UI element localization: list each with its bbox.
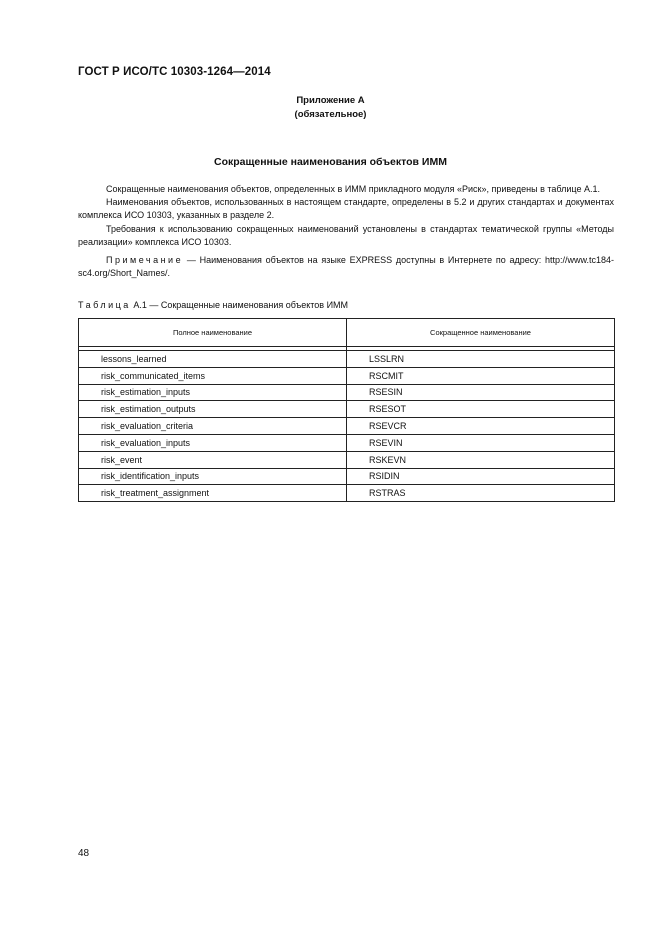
page-number: 48	[78, 848, 90, 859]
table-row	[79, 485, 615, 502]
appendix-status: (обязательное)	[294, 109, 367, 120]
full-name-cell: risk_estimation_inputs	[79, 384, 347, 401]
short-name-cell: RSESIN	[347, 384, 615, 401]
short-name-cell: RSEVIN	[347, 434, 615, 451]
table-row	[79, 367, 615, 384]
table-row	[79, 351, 615, 368]
short-name-cell: RSIDIN	[347, 468, 615, 485]
short-name-cell: RSCMIT	[347, 367, 615, 384]
note	[78, 254, 614, 280]
table-row	[79, 468, 615, 485]
paragraph: Сокращенные наименования объектов, определенных в ИММ прикладного модуля «Риск», приведены в таблице А.1.	[106, 184, 600, 194]
appendix-heading	[0, 94, 661, 122]
appendix-title: Приложение А	[296, 95, 365, 106]
full-name-cell: risk_evaluation_criteria	[79, 418, 347, 435]
note-label: Примечание	[106, 255, 184, 266]
table-row	[79, 401, 615, 418]
header-short-name: Сокращенное наименование	[347, 319, 615, 347]
table-row	[79, 418, 615, 435]
short-name-cell: RSEVCR	[347, 418, 615, 435]
full-name-cell: risk_identification_inputs	[79, 468, 347, 485]
table-caption-label: Таблица	[78, 300, 131, 310]
short-name-cell: LSSLRN	[347, 351, 615, 368]
note-text: — Наименования объектов на языке EXPRESS доступны в Интернете по адресу: http://www.tc184-sc4.org/Short_Names/.	[78, 255, 614, 279]
full-name-cell: risk_communicated_items	[79, 367, 347, 384]
full-name-cell: risk_treatment_assignment	[79, 485, 347, 502]
full-name-cell: risk_estimation_outputs	[79, 401, 347, 418]
short-name-cell: RSESOT	[347, 401, 615, 418]
paragraph: Требования к использованию сокращенных наименований установлены в стандартах тематической группы «Методы реализации» комплекса ИСО 10303.	[78, 223, 614, 247]
section-title: Сокращенные наименования объектов ИММ	[214, 156, 447, 168]
table-row	[79, 451, 615, 468]
full-name-cell: risk_evaluation_inputs	[79, 434, 347, 451]
table-header-row	[79, 319, 615, 347]
header-full-name: Полное наименование	[79, 319, 347, 347]
table-caption-text: А.1 — Сокращенные наименования объектов ИММ	[133, 300, 349, 310]
document-code: ГОСТ Р ИСО/ТС 10303-1264—2014	[78, 66, 271, 78]
abbreviations-table	[78, 318, 615, 502]
full-name-cell: lessons_learned	[79, 351, 347, 368]
short-name-cell: RSKEVN	[347, 451, 615, 468]
table-caption	[78, 300, 348, 310]
table-row	[79, 434, 615, 451]
short-name-cell: RSTRAS	[347, 485, 615, 502]
paragraph: Наименования объектов, использованных в настоящем стандарте, определены в 5.2 и других стандартах и документах комплекса ИСО 10303, указанных в разделе 2.	[78, 197, 614, 221]
table-row	[79, 384, 615, 401]
full-name-cell: risk_event	[79, 451, 347, 468]
body-text	[78, 183, 614, 280]
